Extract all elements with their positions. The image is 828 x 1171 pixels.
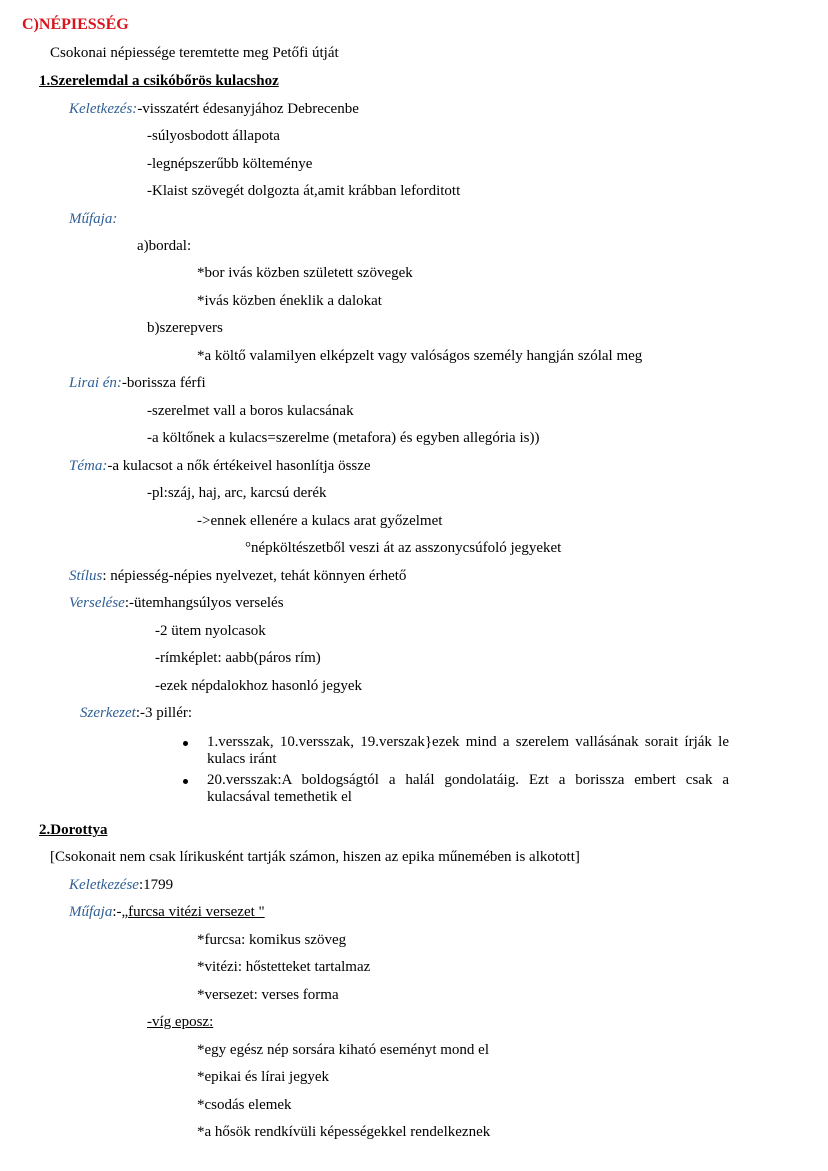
szerkezet-label: Szerkezet: [80, 705, 136, 721]
szerkezet-text: :-3 pillér:: [135, 705, 193, 721]
szerkezet-row: [80, 704, 192, 722]
verseles-item: -rímképlet: aabb(páros rím): [155, 650, 321, 666]
mufaja-label: Műfaja:: [69, 211, 118, 227]
bordal-label: a)bordal:: [137, 238, 192, 254]
subsection-title-1: 1.Szerelemdal a csikóbőrös kulacshoz: [39, 73, 279, 89]
keletkezes-item: -visszatért édesanyjához Debrecenbe: [137, 101, 359, 117]
keletkezes-label: Keletkezés:: [69, 101, 138, 117]
mufaja-item: *versezet: verses forma: [197, 987, 339, 1003]
szerkezet-bullet: 20.versszak:A boldogságtól a halál gondolatáig. Ezt a borissza embert csak a kulacsával temethetik el: [207, 772, 729, 805]
keletkezese-row: [69, 876, 173, 894]
bullet-icon: [183, 741, 188, 746]
intro-text: Csokonai népiessége teremtette meg Petőfi útját: [50, 45, 339, 61]
bordal-item: *ivás közben éneklik a dalokat: [197, 293, 382, 309]
keletkezese-label: Keletkezése: [69, 877, 139, 893]
szerepvers-item: *a költő valamilyen elképzelt vagy valóságos személy hangján szólal meg: [197, 348, 643, 364]
eposz-item: *a hősök rendkívüli képességekkel rendelkeznek: [197, 1124, 491, 1140]
keletkezes-item: -Klaist szövegét dolgozta át,amit krábban leforditott: [147, 183, 461, 199]
section-heading: C)NÉPIESSÉG: [22, 16, 129, 33]
mufaja-label-2: Műfaja: [69, 904, 113, 920]
lirai-item: -borissza férfi: [121, 375, 206, 391]
stilus-label: Stílus: [69, 568, 103, 584]
mufaja-pre: :-: [112, 904, 122, 920]
verseles-row: [69, 594, 284, 612]
verseles-item: :-ütemhangsúlyos verselés: [124, 595, 284, 611]
subsection-title-2: 2.Dorottya: [39, 822, 108, 838]
bullet-icon: [183, 779, 188, 784]
eposz-item: *csodás elemek: [197, 1097, 292, 1113]
tema-row: [69, 457, 371, 475]
mufaja-item: *vitézi: hőstetteket tartalmaz: [197, 959, 371, 975]
keletkezes-item: -legnépszerűbb költeménye: [147, 156, 313, 172]
bordal-item: *bor ivás közben született szövegek: [197, 265, 413, 281]
keletkezes-item: -súlyosbodott állapota: [147, 128, 280, 144]
mufaja-item: *furcsa: komikus szöveg: [197, 932, 347, 948]
eposz-item: *epikai és lírai jegyek: [197, 1069, 330, 1085]
szerepvers-label: b)szerepvers: [147, 320, 223, 336]
mufaja-value: „furcsa vitézi versezet ": [121, 904, 265, 920]
eposz-item: *egy egész nép sorsára kiható eseményt mond el: [197, 1042, 489, 1058]
dorottya-note: [Csokonait nem csak lírikusként tartják számon, hiszen az epika műnemében is alkotott]: [50, 849, 580, 865]
verseles-item: -2 ütem nyolcasok: [155, 623, 266, 639]
tema-item: °népköltészetből veszi át az asszonycsúfoló jegyeket: [245, 540, 562, 556]
tema-item: -a kulacsot a nők értékeivel hasonlítja össze: [107, 458, 371, 474]
szerkezet-bullet: 1.versszak, 10.versszak, 19.verszak}ezek mind a szerelem vallásának sorait írják le kulacs iránt: [207, 734, 729, 767]
tema-item: -pl:száj, haj, arc, karcsú derék: [147, 485, 327, 501]
tema-label: Téma:: [69, 458, 108, 474]
vig-eposz-label: -víg eposz:: [147, 1014, 214, 1030]
stilus-row: [69, 567, 406, 585]
mufaja-row: [69, 903, 265, 921]
lirai-row: [69, 374, 206, 392]
stilus-text: : népiesség-népies nyelvezet, tehát könnyen érhető: [102, 568, 407, 584]
lirai-label: Lirai én:: [69, 375, 122, 391]
tema-item: ->ennek ellenére a kulacs arat győzelmet: [197, 513, 443, 529]
keletkezes-row: [69, 100, 359, 118]
lirai-item: -szerelmet vall a boros kulacsának: [147, 403, 354, 419]
keletkezese-value: :1799: [138, 877, 174, 893]
verseles-item: -ezek népdalokhoz hasonló jegyek: [155, 678, 363, 694]
lirai-item: -a költőnek a kulacs=szerelme (metafora) és egyben allegória is)): [147, 430, 540, 446]
verseles-label: Verselése: [69, 595, 125, 611]
